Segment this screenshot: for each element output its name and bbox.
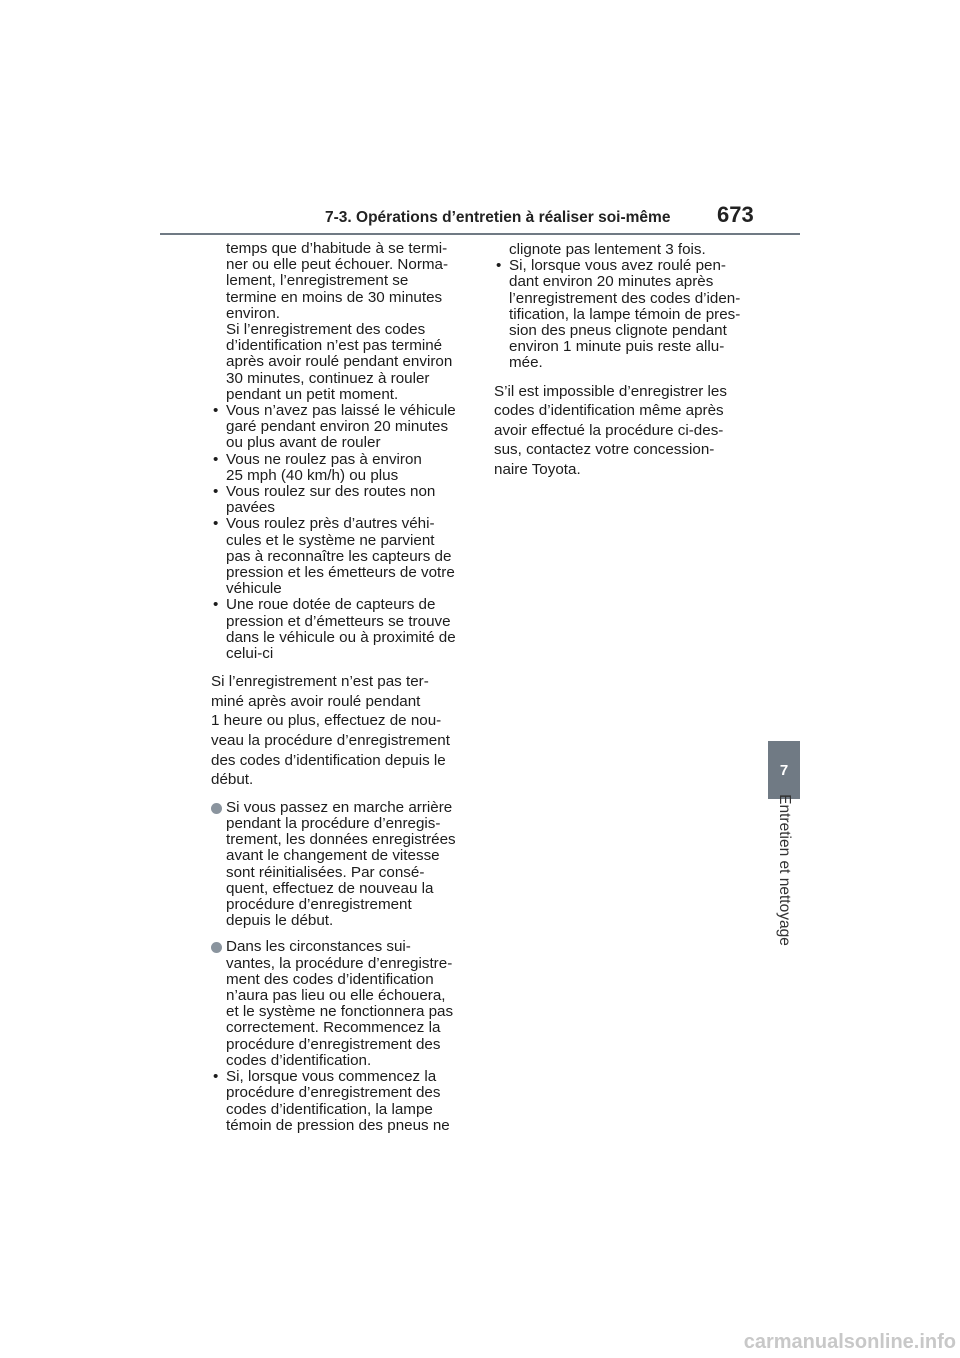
text-line: depuis le début. (226, 912, 334, 930)
text-line: miné après avoir roulé pendant (211, 692, 421, 710)
text-line: procédure d’enregistrement des (226, 1084, 441, 1102)
text-line: Vous n’avez pas laissé le véhicule (226, 402, 456, 420)
chapter-tab (768, 741, 800, 799)
chapter-number: 7 (779, 761, 789, 779)
text-line: quent, effectuez de nouveau la (226, 879, 434, 897)
text-line: environ. (226, 304, 281, 322)
paragraph (494, 382, 762, 480)
text-line: Si l’enregistrement des codes (226, 321, 426, 339)
text-line: codes d’identification. (226, 1051, 372, 1069)
list-item (494, 258, 762, 371)
circle-bullet-icon (211, 803, 222, 814)
text-line: des codes d’identification depuis le (211, 751, 446, 769)
bullet-dot: • (213, 450, 219, 468)
continued-item (211, 241, 471, 403)
circle-bullet-icon (211, 942, 222, 953)
text-line: termine en moins de 30 minutes (226, 288, 443, 306)
text-line: procédure d’enregistrement des (226, 1035, 441, 1053)
text-line: procédure d’enregistrement (226, 896, 412, 914)
text-line: ner ou elle peut échouer. Norma- (226, 256, 449, 274)
text-line: et le système ne fonctionnera pas (226, 1003, 454, 1021)
text-line: Si vous passez en marche arrière (226, 798, 453, 816)
text-line: Vous roulez près d’autres véhi- (226, 515, 435, 533)
text-line: 25 mph (40 km/h) ou plus (226, 466, 399, 484)
text-line: cules et le système ne parvient (226, 531, 435, 549)
text-line: dant environ 20 minutes après (509, 273, 714, 291)
text-line: véhicule (226, 580, 282, 598)
bullet-list (211, 403, 471, 662)
text-line: temps que d’habitude à se termi- (226, 240, 448, 257)
list-item (211, 1069, 471, 1134)
text-line: pendant un petit moment. (226, 385, 399, 403)
bullet-dot: • (213, 402, 219, 420)
paragraph (211, 672, 471, 790)
text-line: lement, l’enregistrement se (226, 272, 409, 290)
circle-bullet-item (211, 800, 471, 930)
left-column (211, 241, 471, 1134)
text-line: veau la procédure d’enregistrement (211, 732, 450, 750)
text-line: ou plus avant de rouler (226, 434, 381, 452)
text-line: d’identification n’est pas terminé (226, 337, 443, 355)
bullet-dot: • (496, 257, 502, 275)
text-line: Vous ne roulez pas à environ (226, 450, 422, 468)
bullet-dot: • (213, 483, 219, 501)
right-column (494, 242, 762, 480)
text-line: avant le changement de vitesse (226, 847, 440, 865)
text-line: trement, les données enregistrées (226, 831, 456, 849)
text-line: mée. (509, 354, 543, 372)
text-line: codes d’identification, la lampe (226, 1100, 433, 1118)
list-item (211, 452, 471, 484)
list-item (211, 516, 471, 597)
chapter-title: Entretien et nettoyage (776, 794, 793, 946)
text-line: début. (211, 771, 254, 789)
text-line: Une roue dotée de capteurs de (226, 596, 436, 614)
text-line: Si l’enregistrement n’est pas ter- (211, 673, 429, 691)
text-line: S’il est impossible d’enregistrer les (494, 382, 727, 400)
text-line: correctement. Recommencez la (226, 1019, 441, 1037)
list-item (211, 597, 471, 662)
text-line: 30 minutes, continuez à rouler (226, 369, 430, 387)
circle-bullet-item (211, 939, 471, 1069)
bullet-dot: • (213, 515, 219, 533)
text-line: Vous roulez sur des routes non (226, 483, 436, 501)
text-line: sus, contactez votre concession- (494, 441, 715, 459)
text-line: Si, lorsque vous avez roulé pen- (509, 257, 726, 275)
text-line: Dans les circonstances sui- (226, 938, 411, 956)
text-line: environ 1 minute puis reste allu- (509, 338, 725, 356)
text-line: pression et les émetteurs de votre (226, 564, 455, 582)
text-line: codes d’identification même après (494, 402, 724, 420)
text-line: dans le véhicule ou à proximité de (226, 628, 456, 646)
text-line: avoir effectué la procédure ci-des- (494, 421, 724, 439)
text-line: naire Toyota. (494, 461, 581, 478)
text-line: pas à reconnaître les capteurs de (226, 547, 452, 565)
section-title: 7-3. Opérations d’entretien à réaliser soi-même (325, 209, 671, 226)
text-line: celui-ci (226, 645, 274, 663)
header-divider (160, 233, 800, 235)
list-item (211, 484, 471, 516)
page-header (325, 204, 765, 232)
text-line: garé pendant environ 20 minutes (226, 418, 449, 436)
text-line: sont réinitialisées. Par consé- (226, 863, 425, 881)
bullet-dot: • (213, 596, 219, 614)
watermark: carmanualsonline.info (743, 1331, 956, 1353)
text-line: ment des codes d’identification (226, 970, 434, 988)
text-line: tification, la lampe témoin de pres- (509, 305, 741, 323)
text-line: témoin de pression des pneus ne (226, 1116, 450, 1134)
page-number: 673 (717, 202, 754, 227)
text-line: pendant la procédure d’enregis- (226, 815, 441, 833)
text-line: clignote pas lentement 3 fois. (509, 241, 706, 258)
text-line: 1 heure ou plus, effectuez de nou- (211, 712, 442, 730)
text-line: pression et d’émetteurs se trouve (226, 612, 451, 630)
text-line: Si, lorsque vous commencez la (226, 1068, 437, 1086)
list-item (211, 403, 471, 452)
text-line: pavées (226, 499, 275, 517)
text-line: sion des pneus clignote pendant (509, 322, 727, 340)
text-line: n’aura pas lieu ou elle échouera, (226, 987, 446, 1005)
bullet-dot: • (213, 1068, 219, 1086)
text-line: l’enregistrement des codes d’iden- (509, 289, 741, 307)
text-line: après avoir roulé pendant environ (226, 353, 453, 371)
text-line: vantes, la procédure d’enregistre- (226, 954, 453, 972)
